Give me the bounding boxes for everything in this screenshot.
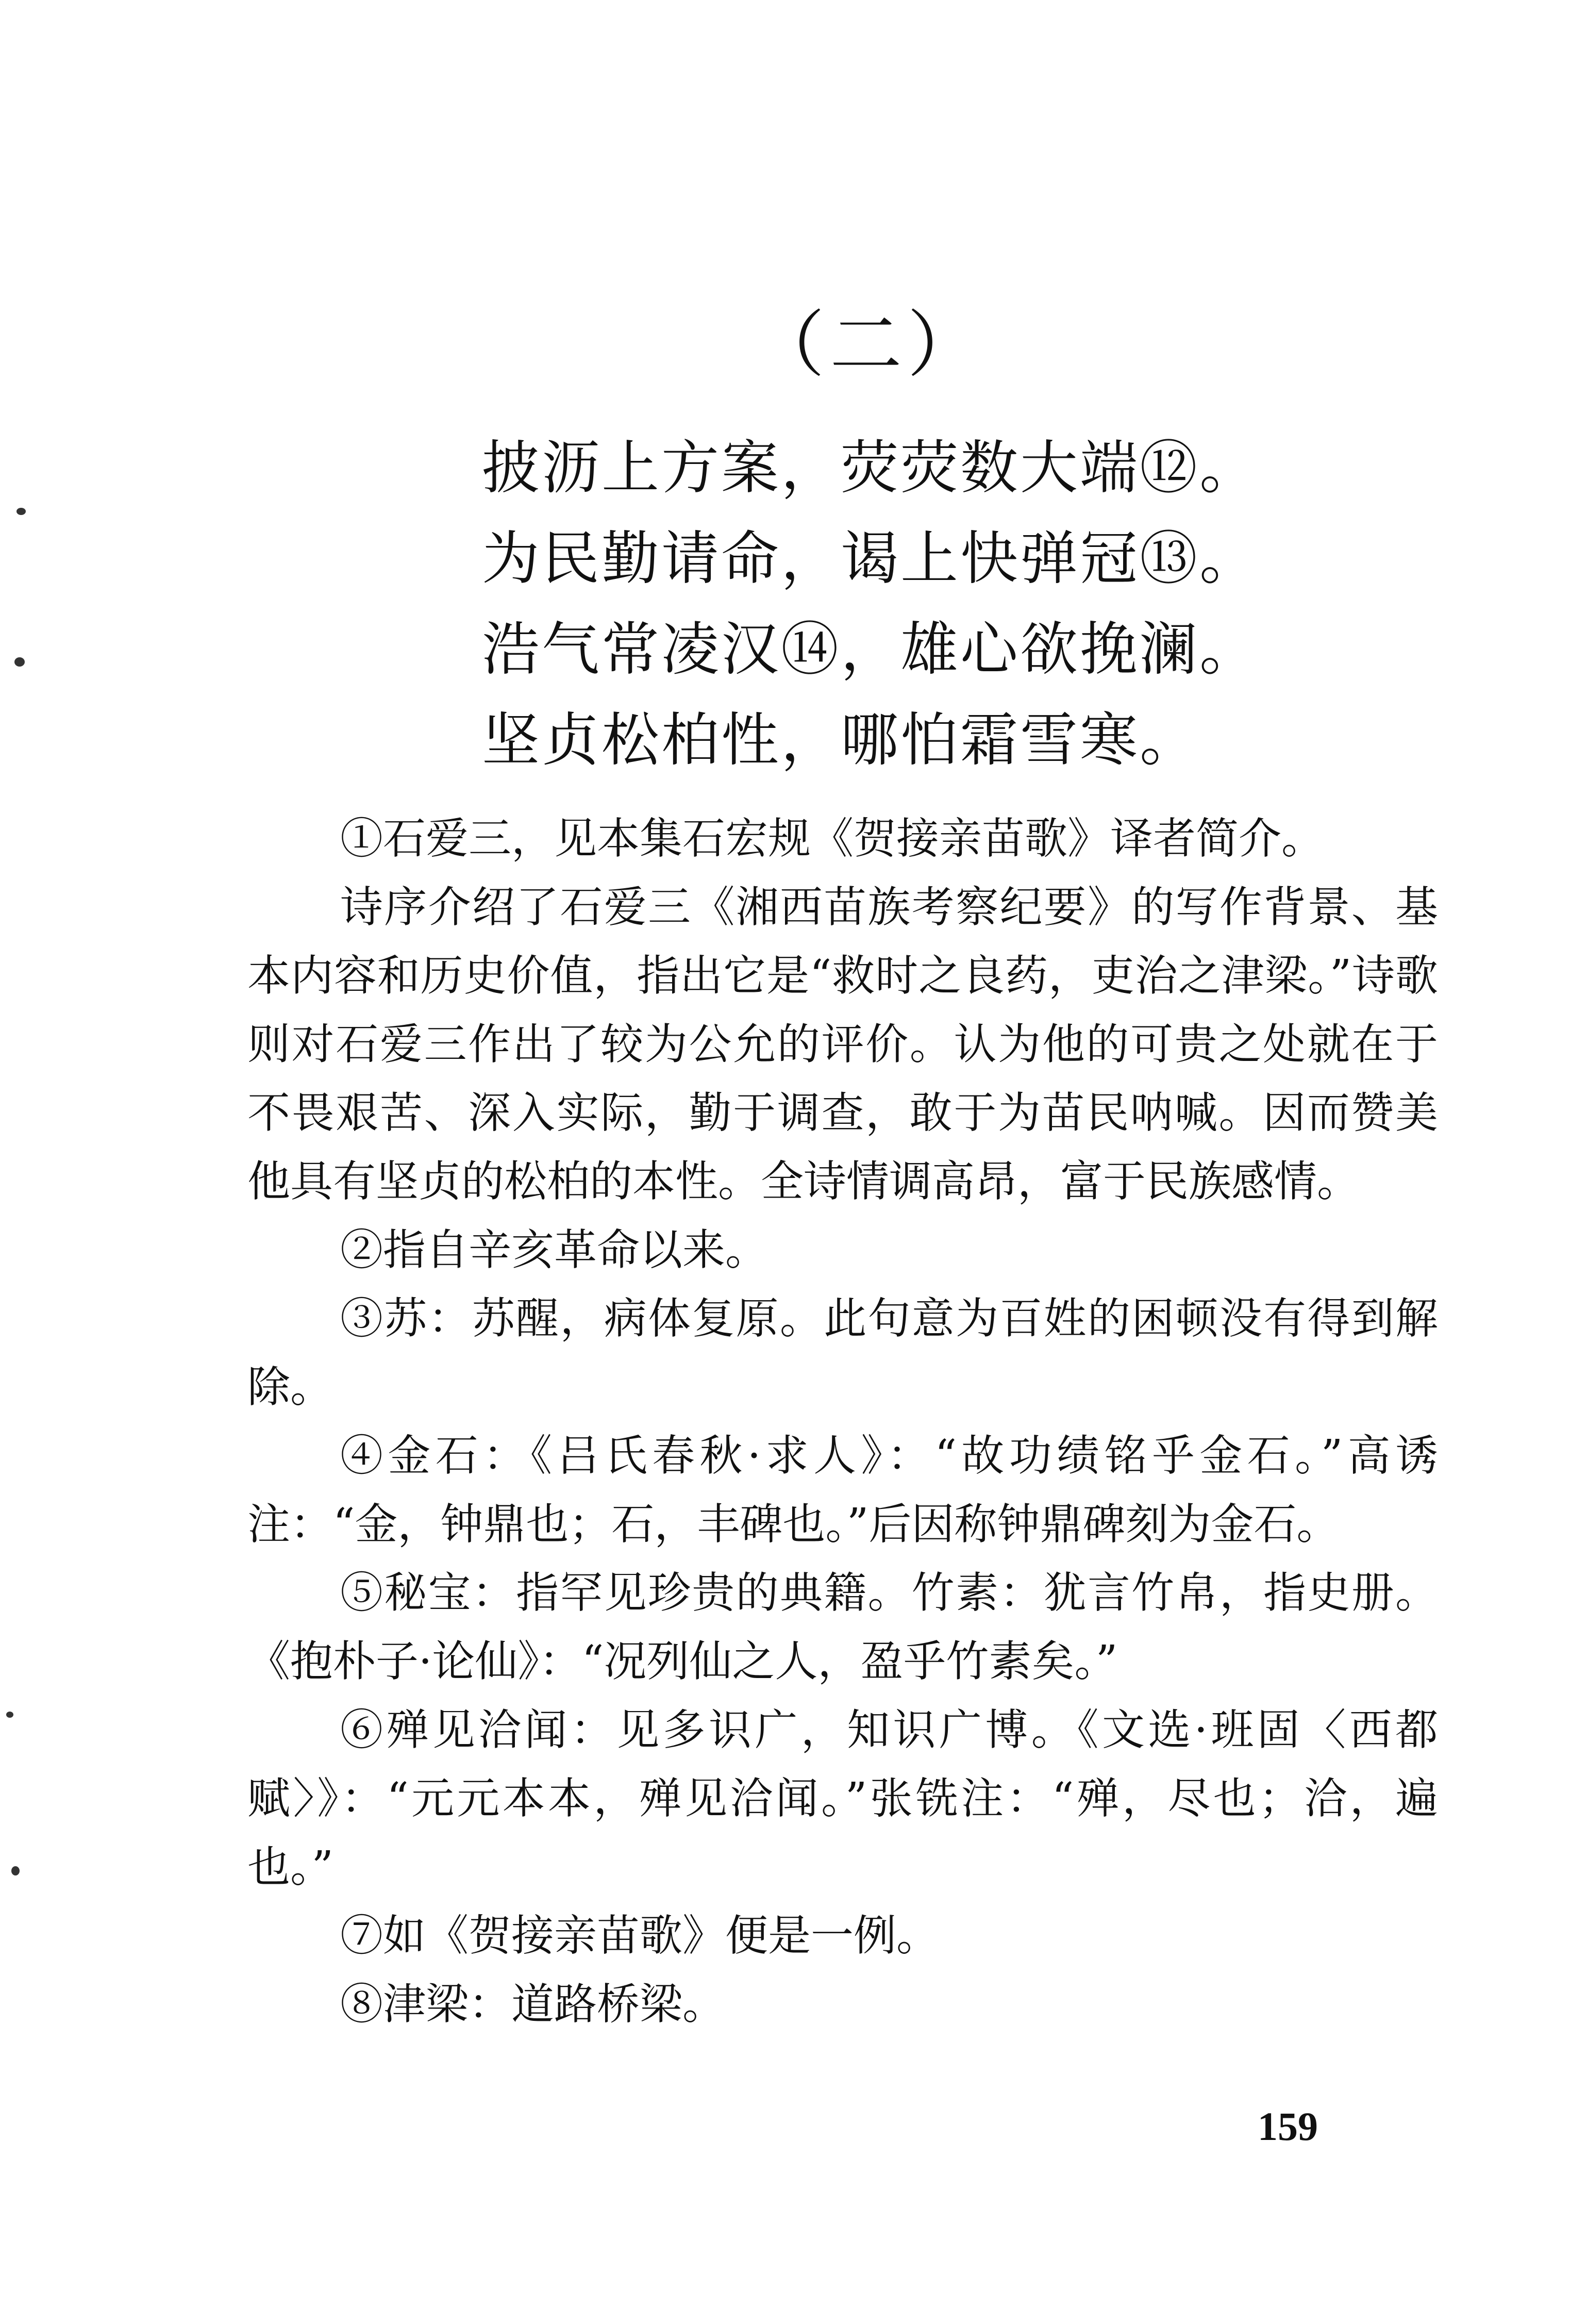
poem-line: 披沥上方案，荧荧数大端⑫。 xyxy=(482,435,1259,502)
footnote-6: ⑥殚见洽闻：见多识广，知识广博。《文选·班固〈西都赋〉》：“元元本本，殚见洽闻。”张铣注：“殚，尽也；洽，遍也。” xyxy=(247,1705,1438,1892)
section-title: （二） xyxy=(753,303,985,387)
poem-line: 为民勤请命，谒上快弹冠⑬。 xyxy=(482,525,1259,592)
footnote-3: ③苏：苏醒，病体复原。此句意为百姓的困顿没有得到解除。 xyxy=(247,1293,1438,1412)
scan-speck xyxy=(16,508,26,515)
footnote-1: ①石爱三，见本集石宏规《贺接亲苗歌》译者简介。 xyxy=(340,814,1324,864)
poem-line: 浩气常凌汉⑭，雄心欲挽澜。 xyxy=(482,616,1259,683)
footnote-7: ⑦如《贺接亲苗歌》便是一例。 xyxy=(340,1911,939,1961)
scan-speck xyxy=(6,1712,13,1718)
footnote-4: ④金石：《吕氏春秋·求人》：“故功绩铭乎金石。”高诱注：“金，钟鼎也；石，丰碑也。”后因称钟鼎碑刻为金石。 xyxy=(247,1431,1438,1549)
scan-speck xyxy=(11,1866,20,1875)
footnote-8: ⑧津梁：道路桥梁。 xyxy=(340,1979,725,2029)
poem xyxy=(482,423,1259,786)
poem-line: 坚贞松柏性，哪怕霜雪寒。 xyxy=(482,707,1199,774)
footnote-5: ⑤秘宝：指罕见珍贵的典籍。竹素：犹言竹帛，指史册。《抱朴子·论仙》：“况列仙之人，盈乎竹素矣。” xyxy=(247,1568,1438,1686)
scan-speck xyxy=(14,657,25,667)
page-number: 159 xyxy=(1258,2104,1318,2149)
footnote-2: ②指自辛亥革命以来。 xyxy=(340,1225,768,1275)
footnotes xyxy=(247,804,1438,2038)
commentary-paragraph: 诗序介绍了石爱三《湘西苗族考察纪要》的写作背景、基本内容和历史价值，指出它是“救时之良药，吏治之津梁。”诗歌则对石爱三作出了较为公允的评价。认为他的可贵之处就在于不畏艰苦、深入实际，勤于调查，敢于为苗民呐喊。因而赞美他具有坚贞的松柏的本性。全诗情调高昂，富于民族感情。 xyxy=(247,882,1438,1206)
